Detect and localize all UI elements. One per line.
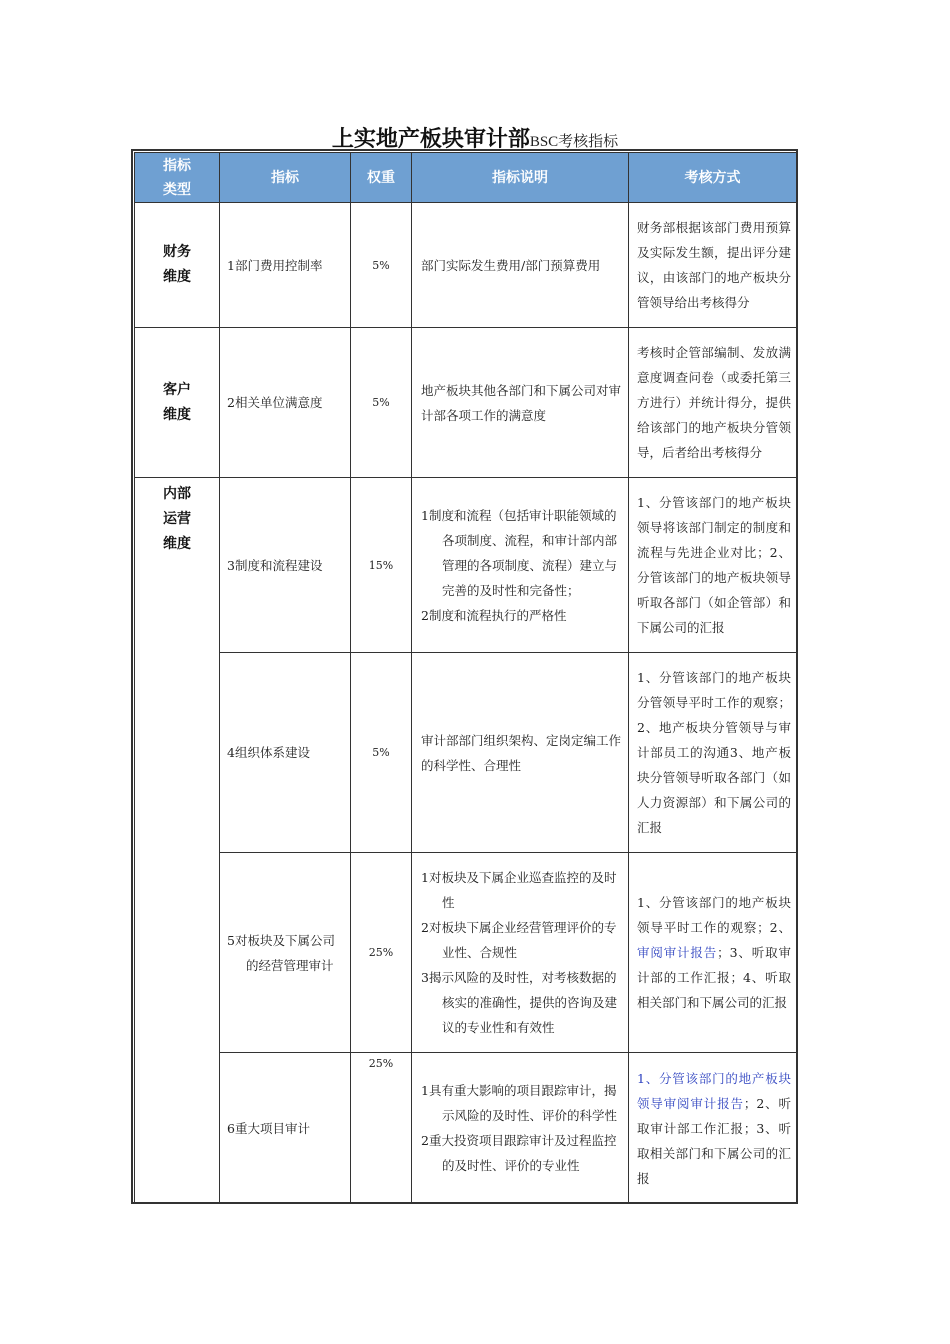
description-item: 1对板块及下属企业巡查监控的及时性 (421, 870, 617, 910)
description-item: 2重大投资项目跟踪审计及过程监控的及时性、评价的专业性 (421, 1133, 617, 1173)
method-cell: 1、分管该部门的地产板块领导将该部门制定的制度和流程与先进企业对比；2、分管该部门的地产板块领导听取各部门（如企管部）和下属公司的汇报 (629, 478, 797, 653)
header-description: 指标说明 (412, 153, 629, 203)
header-weight: 权重 (351, 153, 412, 203)
description-item: 2对板块下属企业经营管理评价的专业性、合规性 (421, 920, 617, 960)
header-type (135, 153, 220, 203)
description-item: 2制度和流程执行的严格性 (421, 607, 567, 623)
indicator-text: 5对板块及下属公司的经营管理审计 (227, 932, 335, 973)
header-indicator: 指标 (220, 153, 351, 203)
title-main: 上实地产板块审计部 (331, 127, 530, 152)
category-finance-line1: 财务 (163, 244, 191, 260)
table-row (135, 203, 797, 328)
indicator-cell: 3制度和流程建设 (220, 478, 351, 653)
method-cell: 财务部根据该部门费用预算及实际发生额，提出评分建议，由该部门的地产板块分管领导给出考核得分 (629, 203, 797, 328)
indicator-cell: 1部门费用控制率 (220, 203, 351, 328)
description-cell: 审计部部门组织架构、定岗定编工作的科学性、合理性 (412, 653, 629, 853)
category-customer (135, 328, 220, 478)
weight-cell: 25% (351, 853, 412, 1053)
category-internal-line3: 维度 (163, 536, 191, 552)
table-row (135, 853, 797, 1053)
bsc-table (134, 152, 797, 1204)
header-type-line2: 类型 (163, 181, 191, 198)
description-item: 1制度和流程（包括审计职能领域的各项制度、流程，和审计部内部管理的各项制度、流程）建立与完善的及时性和完备性； (421, 507, 618, 598)
indicator-cell (220, 853, 351, 1053)
header-row (135, 153, 797, 203)
indicator-cell: 2相关单位满意度 (220, 328, 351, 478)
table-row (135, 1053, 797, 1204)
header-type-line1: 指标 (163, 157, 191, 174)
table-row (135, 653, 797, 853)
weight-cell: 5% (351, 203, 412, 328)
method-text: ；2、听取审计部工作汇报；3、听取相关部门和下属公司的汇报 (637, 1095, 791, 1186)
method-cell: 1、分管该部门的地产板块分管领导平时工作的观察；2、地产板块分管领导与审计部员工的沟通3、地产板块分管领导听取各部门（如人力资源部）和下属公司的汇报 (629, 653, 797, 853)
indicator-cell: 6重大项目审计 (220, 1053, 351, 1204)
table-row (135, 478, 797, 653)
category-internal-line1: 内部 (163, 486, 191, 502)
method-cell: 考核时企管部编制、发放满意度调查问卷（或委托第三方进行）并统计得分，提供给该部门的地产板块分管领导，后者给出考核得分 (629, 328, 797, 478)
method-text: 1、分管该部门的地产板块领导平时工作的观察；2、 (637, 895, 791, 935)
weight-cell: 15% (351, 478, 412, 653)
table-row (135, 328, 797, 478)
description-item: 1具有重大影响的项目跟踪审计，揭示风险的及时性、评价的科学性 (421, 1083, 618, 1123)
audit-report-link[interactable]: 审阅审计报告 (637, 945, 718, 960)
weight-cell: 25% (351, 1053, 412, 1204)
description-cell (412, 1053, 629, 1204)
category-internal-line2: 运营 (163, 511, 191, 527)
category-customer-line1: 客户 (163, 381, 191, 398)
title-sub: BSC考核指标 (529, 134, 619, 150)
header-method: 考核方式 (629, 153, 797, 203)
description-cell (412, 853, 629, 1053)
category-customer-line2: 维度 (163, 406, 191, 423)
category-finance-line2: 维度 (163, 269, 191, 285)
audit-report-link[interactable]: 1、分管该部门的地产板块领导审阅审计报告 (637, 1070, 791, 1111)
description-cell: 地产板块其他各部门和下属公司对审计部各项工作的满意度 (412, 328, 629, 478)
weight-cell: 5% (351, 653, 412, 853)
indicator-cell: 4组织体系建设 (220, 653, 351, 853)
description-cell: 部门实际发生费用/部门预算费用 (412, 203, 629, 328)
category-internal (135, 478, 220, 1204)
description-item: 3揭示风险的及时性，对考核数据的核实的准确性，提供的咨询及建议的专业性和有效性 (421, 970, 618, 1035)
weight-cell: 5% (351, 328, 412, 478)
method-cell (629, 1053, 797, 1204)
description-cell (412, 478, 629, 653)
category-finance (135, 203, 220, 328)
method-cell (629, 853, 797, 1053)
method-text: ；3、听取审计部的工作汇报；4、听取相关部门和下属公司的汇报 (637, 945, 791, 1010)
